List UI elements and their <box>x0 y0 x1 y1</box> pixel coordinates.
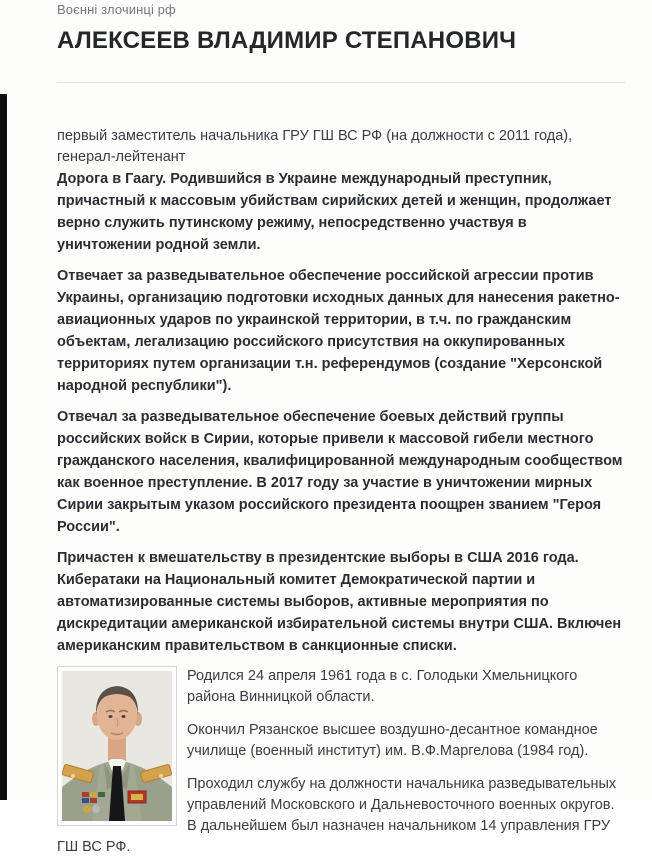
category-label: Воєнні злочинці рф <box>57 2 176 17</box>
bio-paragraph-service: Проходил службу на должности начальника разведывательных управлений Московского и Дальневосточного военных округов. В дальнейшем был назначен начальником 14 управления ГРУ ГШ ВС РФ. <box>57 776 617 855</box>
accusation-paragraph-ukraine: Отвечает за разведывательное обеспечение российской агрессии против Украины, организацию подготовки исходных данных для нанесения ракетно-авиационных ударов по украинской территории, в т.ч. по гражданским объектам, легализацию российского присутствия на оккупированных территориях путем организации т.н. референдумов (создание "Херсонской народной республики"). <box>57 268 620 394</box>
officer-portrait-photo <box>57 666 177 826</box>
officer-portrait-illustration <box>62 671 172 821</box>
position-text: первый заместитель начальника ГРУ ГШ ВС РФ (на должности с 2011 года), генерал-лейтенант <box>57 128 573 165</box>
accusation-paragraph-syria: Отвечал за разведывательное обеспечение боевых действий группы российских войск в Сирии, которые привели к массовой гибели местного гражданского населения, квалифицированной международным сообществом как военное преступление. В 2017 году за участие в уничтожении мирных Сирии закрытым указом российского президента поощрен званием "Героя России". <box>57 409 623 535</box>
title-divider <box>57 82 625 83</box>
lead-paragraph: Дорога в Гаагу. Родившийся в Украине международный преступник, причастный к массовым убийствам сирийских детей и женщин, продолжает верно служить путинскому режиму, непосредственно участвуя в уничтожении родной земли. <box>57 171 612 253</box>
bio-paragraph-education: Окончил Рязанское высшее воздушно-десантное командное училище (военный институт) им. В.Ф.Маргелова (1984 год). <box>187 722 598 759</box>
page-title: АЛЕКСЕЕВ ВЛАДИМИР СТЕПАНОВИЧ <box>57 27 517 54</box>
bio-section <box>57 666 625 858</box>
bio-paragraph-birth: Родился 24 апреля 1961 года в с. Голодьки Хмельницкого района Винницкой области. <box>187 668 578 705</box>
left-edge-strip <box>0 94 7 800</box>
accusation-paragraph-usa: Причастен к вмешательству в президентские выборы в США 2016 года. Кибератаки на Национальный комитет Демократической партии и автоматизированные системы выборов, активные мероприятия по дискредитации американской избирательной системы внутри США. Включен американским правительством в санкционные списки. <box>57 550 622 654</box>
